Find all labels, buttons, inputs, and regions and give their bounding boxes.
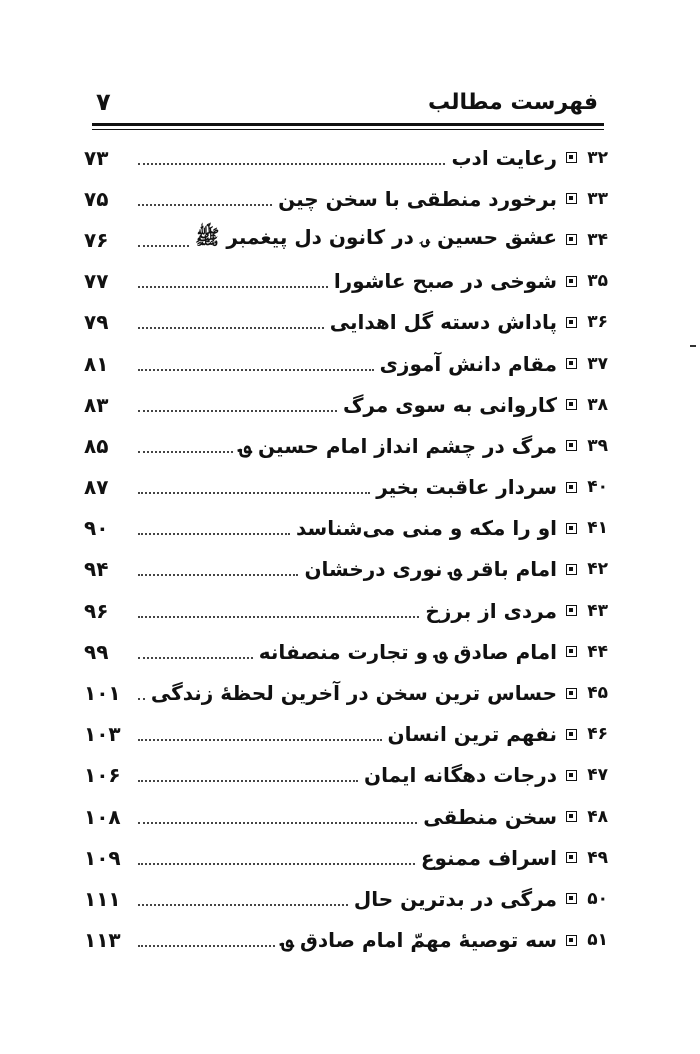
dot-leader <box>138 327 324 329</box>
entry-number: ۵۱ <box>587 930 608 951</box>
page-header <box>92 82 602 122</box>
entry-title: سردار عاقبت بخیر <box>376 475 557 500</box>
entry-number: ۴۱ <box>587 518 608 539</box>
entry-title: امام باقر ؈ نوری درخشان <box>304 557 557 582</box>
entry-title: درجات دهگانه ایمان <box>364 763 557 788</box>
entry-number: ۴۶ <box>587 724 608 745</box>
toc-entry <box>84 384 608 425</box>
square-bullet-icon <box>566 193 577 204</box>
square-bullet-icon <box>566 152 577 163</box>
page-number: ۷ <box>96 88 111 116</box>
square-bullet-icon <box>566 234 577 245</box>
entry-title: مقام دانش آموزی <box>379 351 557 376</box>
entry-page: ۹۴ <box>84 557 109 582</box>
entry-page: ۷۷ <box>84 269 109 294</box>
dot-leader <box>138 204 272 206</box>
dot-leader <box>138 698 145 700</box>
entry-page: ۱۰۳ <box>84 722 121 747</box>
entry-title: نفهم ترین انسان <box>387 722 557 747</box>
entry-page: ۱۰۹ <box>84 845 121 870</box>
entry-title: شوخی در صبح عاشورا <box>333 269 557 294</box>
entry-title: امام صادق ؈ و تجارت منصفانه <box>258 639 557 664</box>
toc-entry <box>84 590 608 631</box>
entry-title: مرگی در بدترین حال <box>353 886 557 911</box>
toc-entry <box>84 837 608 878</box>
dot-leader <box>138 739 382 741</box>
square-bullet-icon <box>566 564 577 575</box>
entry-number: ۴۵ <box>587 683 608 704</box>
toc-entry <box>84 796 608 837</box>
entry-page: ۹۶ <box>84 598 109 623</box>
square-bullet-icon <box>566 399 577 410</box>
dot-leader <box>138 286 328 288</box>
entry-title: کاروانی به سوی مرگ <box>342 392 557 417</box>
dot-leader <box>138 945 275 947</box>
entry-title: مرگ در چشم انداز امام حسین ؈ <box>239 433 557 458</box>
header-rule-thick <box>92 123 604 126</box>
square-bullet-icon <box>566 317 577 328</box>
entry-title: مردی از برزخ <box>425 598 557 623</box>
dot-leader <box>138 574 298 576</box>
entry-number: ۴۹ <box>587 847 608 868</box>
entry-page: ۷۳ <box>84 145 109 170</box>
entry-number: ۴۴ <box>587 641 608 662</box>
entry-page: ۹۰ <box>84 516 109 541</box>
square-bullet-icon <box>566 358 577 369</box>
toc-entry <box>84 261 608 302</box>
dot-leader <box>138 533 290 535</box>
square-bullet-icon <box>566 482 577 493</box>
dot-leader <box>138 451 233 453</box>
entry-title: پاداش دسته گل اهدایی <box>329 310 557 335</box>
margin-mark <box>690 345 696 347</box>
dot-leader <box>138 492 370 494</box>
toc-entry <box>84 219 608 260</box>
square-bullet-icon <box>566 646 577 657</box>
header-rule-thin <box>92 129 604 130</box>
entry-number: ۴۲ <box>587 559 608 580</box>
toc-entry <box>84 425 608 466</box>
entry-page: ۸۵ <box>84 433 109 458</box>
toc-entry <box>84 878 608 919</box>
entry-title: سه توصیهٔ مهمّ امام صادق ؈ <box>281 928 557 953</box>
toc-entry <box>84 508 608 549</box>
table-of-contents <box>84 137 608 961</box>
entry-number: ۳۴ <box>587 229 608 250</box>
entry-page: ۱۰۸ <box>84 804 121 829</box>
entry-title: حساس ترین سخن در آخرین لحظهٔ زندگی <box>150 681 557 706</box>
dot-leader <box>138 657 253 659</box>
entry-page: ۸۱ <box>84 351 109 376</box>
entry-page: ۱۰۶ <box>84 763 121 788</box>
entry-number: ۳۹ <box>587 435 608 456</box>
square-bullet-icon <box>566 440 577 451</box>
entry-number: ۴۸ <box>587 806 608 827</box>
entry-page: ۱۰۱ <box>84 681 121 706</box>
entry-page: ۷۶ <box>84 227 109 252</box>
entry-number: ۳۸ <box>587 394 608 415</box>
entry-number: ۳۶ <box>587 312 608 333</box>
toc-entry <box>84 714 608 755</box>
toc-entry <box>84 672 608 713</box>
square-bullet-icon <box>566 893 577 904</box>
entry-page: ۸۳ <box>84 392 109 417</box>
entry-title: او را مکه و منی می‌شناسد <box>295 516 557 541</box>
dot-leader <box>138 410 337 412</box>
entry-number: ۳۷ <box>587 353 608 374</box>
entry-number: ۳۲ <box>587 147 608 168</box>
entry-number: ۵۰ <box>587 888 608 909</box>
dot-leader <box>138 616 419 618</box>
entry-page: ۷۵ <box>84 186 109 211</box>
square-bullet-icon <box>566 729 577 740</box>
square-bullet-icon <box>566 688 577 699</box>
entry-number: ۴۰ <box>587 477 608 498</box>
toc-entry <box>84 178 608 219</box>
entry-title: اسراف ممنوع <box>420 845 557 870</box>
toc-entry <box>84 302 608 343</box>
dot-leader <box>138 163 445 165</box>
entry-number: ۴۷ <box>587 765 608 786</box>
square-bullet-icon <box>566 605 577 616</box>
dot-leader <box>138 780 358 782</box>
dot-leader <box>138 369 374 371</box>
entry-title: رعایت ادب <box>451 145 557 170</box>
square-bullet-icon <box>566 935 577 946</box>
square-bullet-icon <box>566 811 577 822</box>
dot-leader <box>138 863 415 865</box>
entry-number: ۳۵ <box>587 271 608 292</box>
toc-entry <box>84 755 608 796</box>
square-bullet-icon <box>566 276 577 287</box>
entry-number: ۳۳ <box>587 188 608 209</box>
toc-entry <box>84 467 608 508</box>
toc-entry <box>84 549 608 590</box>
entry-page: ۱۱۱ <box>84 886 121 911</box>
dot-leader <box>138 245 189 247</box>
entry-title: برخورد منطقی با سخن چین <box>278 186 557 211</box>
entry-title: عشق حسین ؈ در کانون دل پیغمبر ﷺ <box>195 225 557 250</box>
entry-page: ۷۹ <box>84 310 109 335</box>
entry-page: ۹۹ <box>84 639 109 664</box>
dot-leader <box>138 822 417 824</box>
toc-entry <box>84 343 608 384</box>
entry-page: ۱۱۳ <box>84 928 121 953</box>
toc-entry <box>84 631 608 672</box>
dot-leader <box>138 904 348 906</box>
entry-number: ۴۳ <box>587 600 608 621</box>
square-bullet-icon <box>566 770 577 781</box>
running-title: فهرست مطالب <box>427 89 598 115</box>
toc-entry <box>84 137 608 178</box>
square-bullet-icon <box>566 852 577 863</box>
toc-entry <box>84 920 608 961</box>
entry-page: ۸۷ <box>84 475 109 500</box>
square-bullet-icon <box>566 523 577 534</box>
entry-title: سخن منطقی <box>423 804 557 829</box>
